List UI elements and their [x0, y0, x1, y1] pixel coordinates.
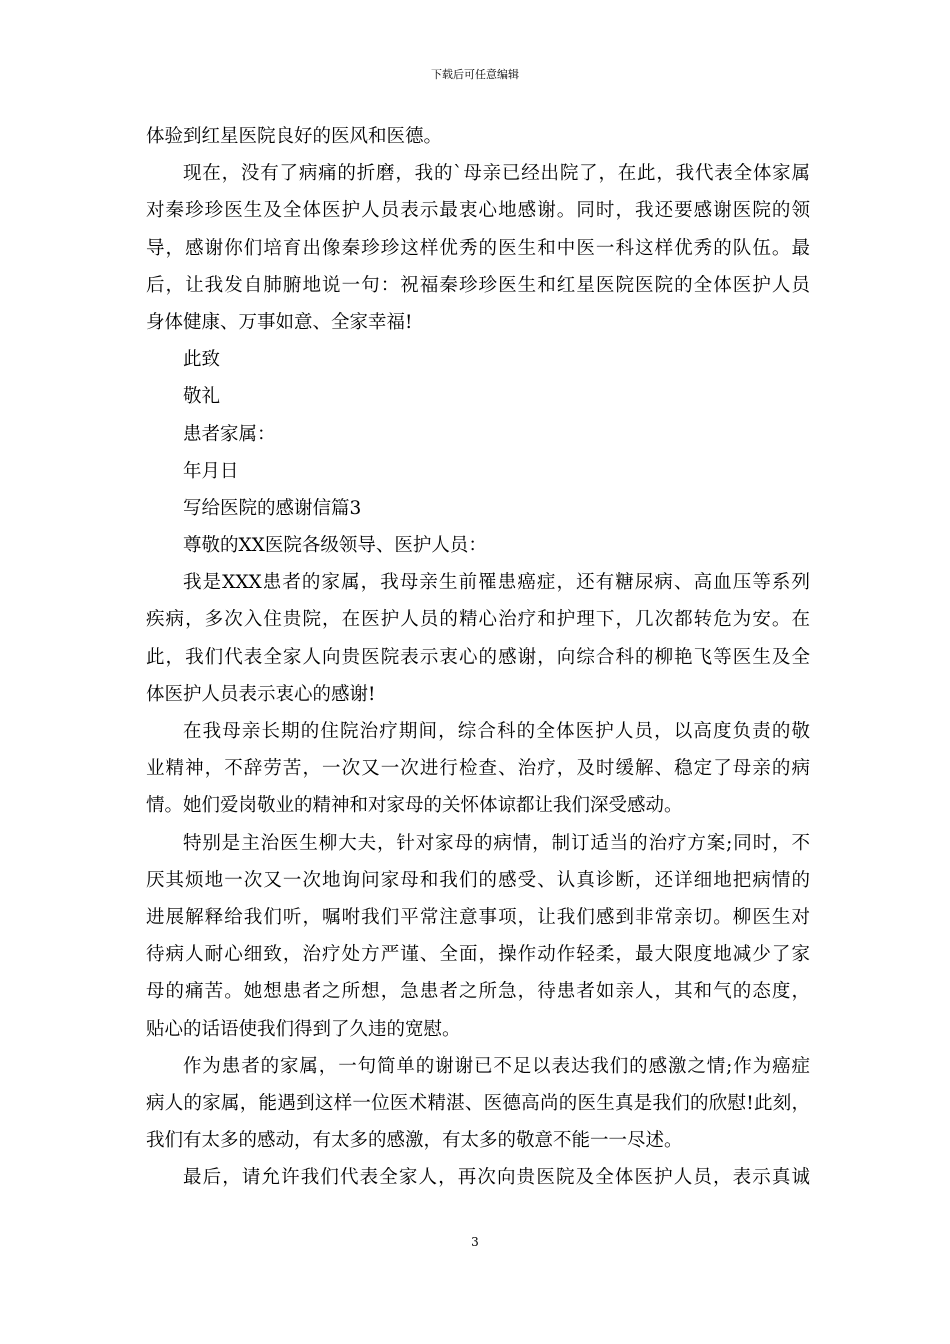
- text-line: 现在，没有了病痛的折磨，我的`母亲已经出院了，在此，我代表全体家属: [183, 163, 810, 185]
- text-line: 病人的家属，能遇到这样一位医术精湛、医德高尚的医生真是我们的欣慰!此刻，: [146, 1092, 810, 1114]
- text-line: 此，我们代表全家人向贵医院表示衷心的感谢，向综合科的柳艳飞等医生及全: [146, 646, 810, 668]
- text-line: 厌其烦地一次又一次地询问家母和我们的感受、认真诊断，还详细地把病情的: [146, 869, 810, 891]
- text-line: 贴心的话语使我们得到了久违的宽慰。: [146, 1018, 461, 1040]
- page-header: 下载后可任意编辑: [431, 68, 519, 81]
- text-line: 患者家属：: [183, 423, 276, 445]
- text-line: 特别是主治医生柳大夫，针对家母的病情，制订适当的治疗方案;同时，不: [183, 832, 810, 854]
- text-line: 疾病，多次入住贵院，在医护人员的精心治疗和护理下，几次都转危为安。在: [146, 609, 810, 631]
- text-line: 体医护人员表示衷心的感谢!: [146, 683, 376, 705]
- text-line: 敬礼: [183, 386, 221, 408]
- text-line: 后，让我发自肺腑地说一句：祝福秦珍珍医生和红星医院医院的全体医护人员: [146, 274, 810, 296]
- page-number: 3: [471, 1235, 479, 1249]
- text-line: 对秦珍珍医生及全体医护人员表示最衷心地感谢。同时，我还要感谢医院的领: [146, 200, 810, 222]
- text-line: 作为患者的家属，一句简单的谢谢已不足以表达我们的感激之情;作为癌症: [183, 1055, 810, 1077]
- text-line: 在我母亲长期的住院治疗期间，综合科的全体医护人员，以高度负责的敬: [183, 721, 810, 742]
- text-line: 我是XXX患者的家属，我母亲生前罹患癌症，还有糖尿病、高血压等系列: [183, 572, 810, 594]
- text-line: 导，感谢你们培育出像秦珍珍这样优秀的医生和中医一科这样优秀的队伍。最: [146, 237, 810, 259]
- text-line: 我们有太多的感动，有太多的感激，有太多的敬意不能一一尽述。: [146, 1130, 683, 1152]
- text-line: 待病人耐心细致，治疗处方严谨、全面，操作动作轻柔，最大限度地减少了家: [146, 944, 810, 966]
- text-line: 尊敬的XX医院各级领导、医护人员：: [183, 535, 487, 557]
- text-line: 体验到红星医院良好的医风和医德。: [146, 126, 443, 147]
- text-line: 年月日: [183, 460, 239, 482]
- text-line: 进展解释给我们听，嘱咐我们平常注意事项，让我们感到非常亲切。柳医生对: [146, 906, 810, 928]
- text-line: 最后，请允许我们代表全家人，再次向贵医院及全体医护人员，表示真诚: [183, 1167, 810, 1189]
- text-line: 业精神，不辞劳苦，一次又一次进行检查、治疗，及时缓解、稳定了母亲的病: [146, 758, 810, 780]
- text-line: 此致: [183, 349, 221, 371]
- text-line: 母的痛苦。她想患者之所想，急患者之所急，待患者如亲人，其和气的态度，: [146, 981, 810, 1003]
- text-line: 身体健康、万事如意、全家幸福!: [146, 311, 413, 333]
- text-line: 写给医院的感谢信篇3: [183, 497, 362, 519]
- text-line: 情。她们爱岗敬业的精神和对家母的关怀体谅都让我们深受感动。: [146, 795, 683, 817]
- document-body: [146, 118, 810, 1196]
